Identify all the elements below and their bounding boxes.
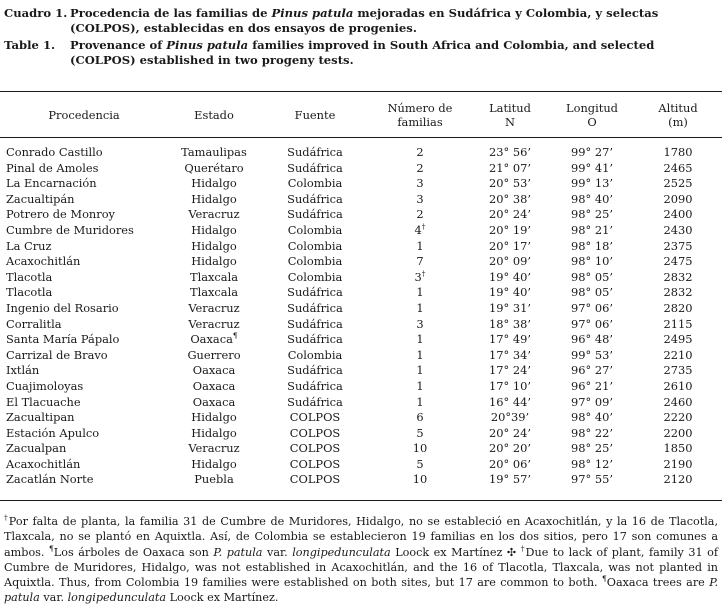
cell-latitud: 23° 56’ — [489, 145, 531, 159]
table-row — [0, 223, 722, 239]
cell-estado: Veracruz — [188, 300, 240, 315]
cell-altitud: 2735 — [663, 363, 693, 378]
cell-longitud: 97° 09’ — [571, 394, 613, 409]
cell-latitud: 20° 17’ — [489, 238, 531, 253]
table-row — [0, 239, 722, 255]
cell-estado: Hidalgo — [191, 254, 237, 269]
cell-fuente: Sudáfrica — [287, 363, 343, 378]
caption-text-en: Provenance of Pinus patula families improved in South Africa and Colombia, and selected (COLPOS) established in two progeny tests. — [70, 38, 655, 67]
cell-latitud: 20° 24’ — [489, 425, 531, 440]
cell-latitud: 20° 38’ — [489, 191, 531, 206]
table-row — [0, 348, 722, 364]
table-row — [0, 301, 722, 317]
header-numero-familias: Número de familias — [387, 101, 453, 129]
cell-estado: Hidalgo — [191, 222, 237, 237]
cell-fuente: Sudáfrica — [287, 285, 343, 300]
cell-latitud: 19° 57’ — [489, 472, 531, 487]
cell-longitud: 98° 18’ — [571, 238, 613, 253]
table-row — [0, 176, 722, 192]
cell-familias: 1 — [416, 238, 424, 253]
cell-longitud: 98° 21’ — [571, 222, 613, 237]
cell-longitud: 99° 27’ — [571, 145, 613, 159]
cell-altitud: 2820 — [663, 300, 693, 315]
cell-estado: Tlaxcala — [189, 269, 239, 284]
cell-procedencia: Zacualpan — [6, 441, 67, 456]
cell-longitud: 98° 40’ — [571, 410, 613, 425]
cell-familias: 3 — [416, 316, 424, 331]
cell-procedencia: Ingenio del Rosario — [6, 300, 119, 315]
cell-altitud: 2465 — [663, 160, 693, 175]
cell-altitud: 1780 — [663, 145, 693, 159]
cell-familias: 5 — [416, 456, 424, 471]
caption-label-es: Cuadro 1. — [4, 6, 68, 20]
cell-fuente: Sudáfrica — [287, 332, 343, 347]
header-altitud: Altitud (m) — [658, 101, 698, 129]
cell-latitud: 17° 34’ — [489, 347, 531, 362]
cell-estado: Hidalgo — [191, 425, 237, 440]
cell-procedencia: Tlacotla — [6, 269, 53, 284]
cell-estado: Hidalgo — [191, 238, 237, 253]
cell-estado: Oaxaca — [192, 378, 236, 393]
cell-longitud: 96° 48’ — [571, 332, 613, 347]
cell-familias: 5 — [416, 425, 424, 440]
cell-estado: Puebla — [194, 472, 234, 487]
cell-fuente: COLPOS — [289, 410, 341, 425]
cell-fuente: Sudáfrica — [287, 394, 343, 409]
cell-estado: Hidalgo — [191, 410, 237, 425]
cell-procedencia: Zacualtipán — [6, 191, 75, 206]
cell-estado: Hidalgo — [191, 191, 237, 206]
cell-latitud: 20° 06’ — [489, 456, 531, 471]
cell-procedencia: Cumbre de Muridores — [6, 222, 134, 237]
table-row — [0, 379, 722, 395]
cell-longitud: 97° 06’ — [571, 300, 613, 315]
cell-procedencia: Tlacotla — [6, 285, 53, 300]
cell-fuente: Colombia — [287, 254, 343, 269]
table-row — [0, 161, 722, 177]
cell-fuente: COLPOS — [289, 472, 341, 487]
cell-estado: Hidalgo — [191, 176, 237, 191]
header-estado: Estado — [194, 108, 234, 122]
table-row — [0, 426, 722, 442]
cell-familias: 1 — [416, 363, 424, 378]
cell-latitud: 20° 09’ — [489, 254, 531, 269]
cell-altitud: 2190 — [663, 456, 693, 471]
cell-latitud: 20° 24’ — [489, 207, 531, 222]
cell-procedencia: Acaxochitlán — [6, 254, 81, 269]
cell-longitud: 99° 41’ — [571, 160, 613, 175]
cell-longitud: 98° 05’ — [571, 285, 613, 300]
cell-familias: 6 — [416, 410, 424, 425]
header-longitud: Longitud O — [566, 101, 618, 129]
cell-altitud: 2375 — [663, 238, 693, 253]
cell-longitud: 98° 25’ — [571, 207, 613, 222]
cell-procedencia: Carrizal de Bravo — [6, 347, 108, 362]
cell-procedencia: Ixtlán — [6, 363, 40, 378]
cell-estado: Hidalgo — [191, 456, 237, 471]
table-caption-spanish — [4, 6, 716, 36]
table-row — [0, 332, 722, 348]
table-row — [0, 137, 722, 161]
cell-latitud: 19° 40’ — [489, 285, 531, 300]
table-row — [0, 472, 722, 488]
cell-procedencia: Cuajimoloyas — [6, 378, 84, 393]
table-row — [0, 207, 722, 223]
cell-estado: Tlaxcala — [189, 285, 239, 300]
cell-latitud: 20°39’ — [490, 410, 530, 425]
cell-estado: Veracruz — [188, 441, 240, 456]
table-row — [0, 395, 722, 411]
cell-fuente: Colombia — [287, 238, 343, 253]
header-procedencia: Procedencia — [48, 108, 120, 122]
cell-longitud: 97° 06’ — [571, 316, 613, 331]
cell-altitud: 2475 — [663, 254, 693, 269]
cell-altitud: 2220 — [663, 410, 693, 425]
cell-longitud: 96° 27’ — [571, 363, 613, 378]
cell-latitud: 21° 07’ — [489, 160, 531, 175]
cell-fuente: Sudáfrica — [287, 145, 343, 159]
cell-procedencia: La Cruz — [6, 238, 52, 253]
cell-altitud: 1850 — [663, 441, 693, 456]
cell-fuente: Colombia — [287, 269, 343, 284]
table-footnote: †Por falta de planta, la familia 31 de Cumbre de Muridores, Hidalgo, no se estableció en Acaxochitlán, y la 16 de Tlacotla, Tlaxcala, no se plantó en Aquixtla. Así, de Colombia se establecieron 19 familias en los dos sitios, pero 17 son comunes a ambos. ¶Los árboles de Oaxaca son P. patula var. longipedunculata Loock ex Martínez ✣ †Due to lack of plant, family 31 of Cumbre de Muridores, Hidalgo, was not established in Acaxochitlán, and the 16 of Tlacotla, Tlaxcala, was not planted in Aquixtla. Thus, from Colombia 19 families were established on both sites, but 17 are common to both. ¶Oaxaca trees are P. patula var. longipedunculata Loock ex Martínez. — [4, 513, 719, 605]
cell-fuente: Colombia — [287, 176, 343, 191]
cell-longitud: 98° 25’ — [571, 441, 613, 456]
cell-latitud: 17° 24’ — [489, 363, 531, 378]
cell-fuente: Sudáfrica — [287, 207, 343, 222]
cell-altitud: 2832 — [663, 285, 693, 300]
cell-estado: Oaxaca¶ — [190, 331, 238, 347]
cell-longitud: 97° 55’ — [571, 472, 613, 487]
header-row — [0, 93, 722, 137]
header-latitud: Latitud N — [489, 101, 531, 129]
cell-familias: 10 — [412, 472, 428, 487]
cell-procedencia: El Tlacuache — [6, 394, 81, 409]
bottom-rule — [0, 500, 722, 501]
cell-altitud: 2090 — [663, 191, 693, 206]
cell-latitud: 20° 53’ — [489, 176, 531, 191]
cell-procedencia: Pinal de Amoles — [6, 160, 99, 175]
table-row — [0, 410, 722, 426]
cell-longitud: 98° 05’ — [571, 269, 613, 284]
cell-altitud: 2832 — [663, 269, 693, 284]
cell-estado: Oaxaca — [192, 363, 236, 378]
table-row — [0, 363, 722, 379]
cell-altitud: 2200 — [663, 425, 693, 440]
caption-text-es: Procedencia de las familias de Pinus patula mejoradas en Sudáfrica y Colombia, y selectas (COLPOS), establecidas en dos ensayos de progenies. — [70, 6, 659, 35]
caption-label-en: Table 1. — [4, 38, 56, 52]
cell-altitud: 2210 — [663, 347, 693, 362]
cell-longitud: 99° 13’ — [571, 176, 613, 191]
cell-latitud: 20° 20’ — [489, 441, 531, 456]
cell-procedencia: Acaxochitlán — [6, 456, 81, 471]
cell-familias: 3 — [416, 191, 424, 206]
cell-familias: 4† — [414, 221, 426, 237]
cell-latitud: 19° 31’ — [489, 300, 531, 315]
cell-familias: 1 — [416, 332, 424, 347]
cell-latitud: 16° 44’ — [489, 394, 531, 409]
cell-altitud: 2610 — [663, 378, 693, 393]
cell-procedencia: Conrado Castillo — [6, 145, 103, 159]
cell-altitud: 2120 — [663, 472, 693, 487]
cell-altitud: 2400 — [663, 207, 693, 222]
cell-familias: 2 — [416, 145, 424, 159]
cell-latitud: 17° 49’ — [489, 332, 531, 347]
cell-latitud: 20° 19’ — [489, 222, 531, 237]
cell-estado: Guerrero — [187, 347, 241, 362]
cell-fuente: COLPOS — [289, 425, 341, 440]
table-row — [0, 192, 722, 208]
cell-altitud: 2115 — [663, 316, 693, 331]
cell-procedencia: Estación Apulco — [6, 425, 100, 440]
cell-familias: 7 — [416, 254, 424, 269]
cell-procedencia: La Encarnación — [6, 176, 97, 191]
cell-familias: 10 — [412, 441, 428, 456]
table-row — [0, 441, 722, 457]
header-fuente: Fuente — [294, 108, 336, 122]
cell-familias: 3 — [416, 176, 424, 191]
cell-fuente: Sudáfrica — [287, 378, 343, 393]
cell-familias: 2 — [416, 160, 424, 175]
cell-longitud: 96° 21’ — [571, 378, 613, 393]
cell-familias: 1 — [416, 300, 424, 315]
cell-familias: 1 — [416, 378, 424, 393]
cell-estado: Querétaro — [184, 160, 244, 175]
table-row — [0, 317, 722, 333]
cell-fuente: COLPOS — [289, 441, 341, 456]
cell-estado: Veracruz — [188, 316, 240, 331]
cell-latitud: 17° 10’ — [489, 378, 531, 393]
cell-fuente: Colombia — [287, 347, 343, 362]
cell-altitud: 2460 — [663, 394, 693, 409]
cell-procedencia: Santa María Pápalo — [6, 332, 120, 347]
cell-altitud: 2525 — [663, 176, 693, 191]
cell-familias: 1 — [416, 347, 424, 362]
cell-longitud: 99° 53’ — [571, 347, 613, 362]
cell-fuente: Colombia — [287, 222, 343, 237]
cell-fuente: Sudáfrica — [287, 160, 343, 175]
cell-familias: 1 — [416, 394, 424, 409]
cell-estado: Oaxaca — [192, 394, 236, 409]
cell-longitud: 98° 12’ — [571, 456, 613, 471]
cell-procedencia: Potrero de Monroy — [6, 207, 115, 222]
cell-fuente: COLPOS — [289, 456, 341, 471]
cell-fuente: Sudáfrica — [287, 300, 343, 315]
top-rule — [0, 91, 722, 92]
cell-familias: 1 — [416, 285, 424, 300]
table-row — [0, 457, 722, 473]
cell-fuente: Sudáfrica — [287, 191, 343, 206]
cell-familias: 2 — [416, 207, 424, 222]
table-row — [0, 285, 722, 301]
cell-procedencia: Zacualtipan — [6, 410, 75, 425]
cell-estado: Veracruz — [188, 207, 240, 222]
cell-latitud: 19° 40’ — [489, 269, 531, 284]
cell-estado: Tamaulipas — [181, 145, 247, 159]
table-row — [0, 270, 722, 286]
cell-altitud: 2430 — [663, 222, 693, 237]
table-caption-english — [4, 38, 716, 68]
cell-longitud: 98° 10’ — [571, 254, 613, 269]
cell-fuente: Sudáfrica — [287, 316, 343, 331]
cell-longitud: 98° 22’ — [571, 425, 613, 440]
provenance-table — [0, 93, 722, 488]
cell-familias: 3† — [414, 268, 426, 284]
cell-longitud: 98° 40’ — [571, 191, 613, 206]
table-row — [0, 254, 722, 270]
cell-latitud: 18° 38’ — [489, 316, 531, 331]
cell-procedencia: Corralitla — [6, 316, 62, 331]
cell-altitud: 2495 — [663, 332, 693, 347]
cell-procedencia: Zacatlán Norte — [6, 472, 94, 487]
